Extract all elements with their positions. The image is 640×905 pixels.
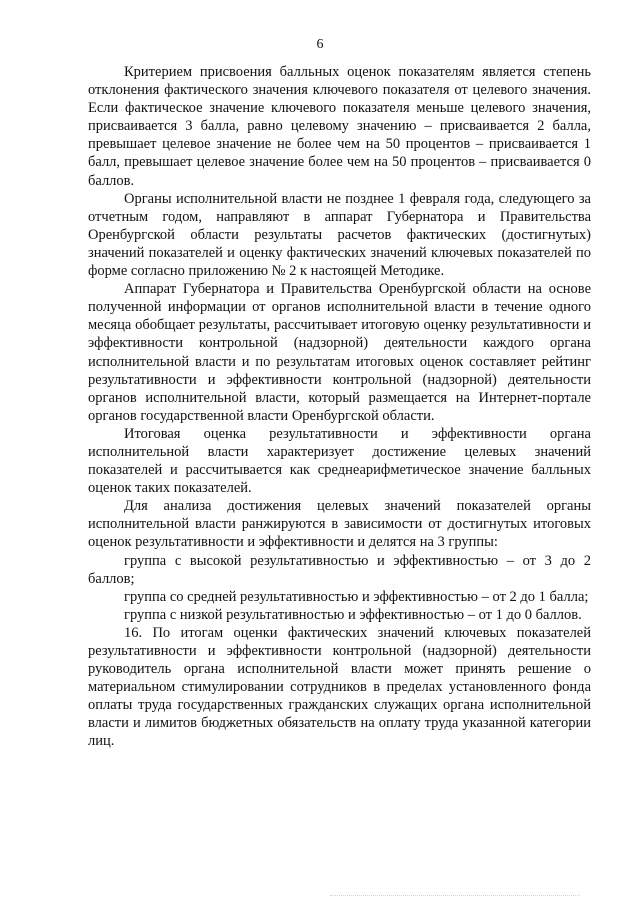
list-item-high-group: группа с высокой результативностью и эффективностью – от 3 до 2 баллов; xyxy=(88,552,591,587)
scan-artifact xyxy=(330,895,580,897)
paragraph-rating-compilation: Аппарат Губернатора и Правительства Оренбургской области на основе полученной информации от органов исполнительной власти в течение одного месяца обобщает результаты, рассчитывает итоговую оценку результативности и эффективности контрольной (надзорной) деятельности каждого органа исполнительной власти и по результатам итоговых оценок составляет рейтинг результативности и эффективности контрольной (надзорной) деятельности органов исполнительной власти, который размещается на Интернет-портале органов государственной власти Оренбургской области. xyxy=(88,281,591,424)
paragraph-reporting-deadline: Органы исполнительной власти не позднее 1 февраля года, следующего за отчетным годом, направляют в аппарат Губернатора и Правительства Оренбургской области результаты расчетов фактических (достигнутых) значений показателей и оценку фактических значений ключевых показателей по форме согласно приложению № 2 к настоящей Методике. xyxy=(88,190,591,280)
list-item-low-group: группа с низкой результативностью и эффективностью – от 1 до 0 баллов. xyxy=(124,606,582,623)
paragraph-ranking-groups: Для анализа достижения целевых значений показателей органы исполнительной власти ранжируются в зависимости от достигнутых итоговых оценок результативности и эффективности и делятся на 3 группы: xyxy=(88,498,591,551)
document-body xyxy=(88,63,591,751)
paragraph-final-assessment: Итоговая оценка результативности и эффективности органа исполнительной власти характеризует достижение целевых значений показателей и рассчитывается как среднеарифметическое значение балльных оценок таких показателей. xyxy=(88,425,591,497)
paragraph-16-incentives: 16. По итогам оценки фактических значений ключевых показателей результативности и эффективности контрольной (надзорной) деятельности руководитель органа исполнительной власти может принять решение о материальном стимулировании сотрудников в пределах установленного фонда оплаты труда государственных гражданских служащих органа исполнительной власти и лимитов бюджетных обязательств на оплату труда указанной категории лиц. xyxy=(88,624,591,750)
page-number: 6 xyxy=(316,37,324,52)
list-item-medium-group: группа со средней результативностью и эффективностью – от 2 до 1 балла; xyxy=(124,588,589,605)
paragraph-scoring-criterion: Критерием присвоения балльных оценок показателям является степень отклонения фактического значения ключевого показателя от целевого значения. Если фактическое значение ключевого показателя меньше целевого значения, присваивается 3 балла, равно целевому значению – присваивается 2 балла, превышает целевое значение не более чем на 50 процентов – присваивается 1 балл, превышает целевое значение более чем на 50 процентов – присваивается 0 баллов. xyxy=(88,64,591,189)
